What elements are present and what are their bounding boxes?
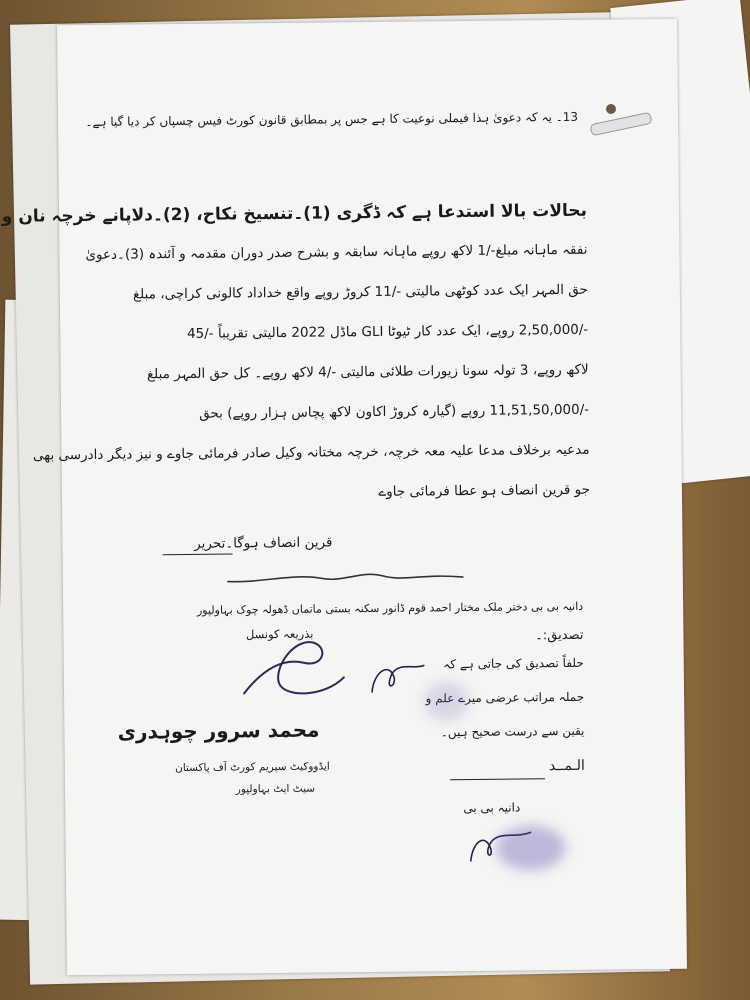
clause-13: 13۔ یہ کہ دعویٰ ہذا فیملی نوعیت کا ہے جس پر بمطابق قانون کورٹ فیس چسپاں کر دیا گیا ہے۔ [85,109,579,129]
verification-heading: تصدیق:۔ [535,627,584,644]
plaintiff-details: دانیہ بی بی دختر ملک مختار احمد قوم ڈانور سکنہ بستی ماتماں ڈھولہ چوک بہاولپور [196,599,584,617]
prayer-line-1: نفقہ ماہانہ مبلغ-/1 لاکھ روپے ماہانہ سابقہ و بشرح صدر دوران مقدمہ و آئندہ (3)۔دعویٰ [85,241,588,263]
prayer-line-4: لاکھ روپے، 3 تولہ سونا زیورات طلائی مالیتی -/4 لاکھ روپے۔ کل حق المہر مبلغ [146,361,589,383]
drawn-header-signature [223,561,473,594]
prayer-heading: بحالات بالا استدعا ہے کہ ڈگری (1)۔تنسیخ نکاح، (2)۔دلاپانے خرچہ نان و [1,200,588,227]
signer-underline [450,778,545,780]
through-counsel-label: بذریعہ کونسل [245,626,314,642]
prayer-line-6: مدعیہ برخلاف مدعا علیہ معہ خرچہ، خرچہ مختانہ وکیل صادر فرمائی جاوے و نیز دیگر دادرسی بھی [32,441,590,464]
prayer-line-5: -/11,51,50,000 روپے (گیارہ کروڑ اکاون لاکھ پچاس ہزار روپے) بحق [199,401,590,422]
closing-line: قرین انصاف ہوگا۔تحریر [194,534,333,552]
punch-hole [606,104,616,114]
counsel-signature [233,637,354,708]
advocate-title: ایڈووکیٹ سپریم کورٹ آف پاکستان [175,760,330,775]
prayer-line-2: حق المہر ایک عدد کوٹھی مالیتی -/11 کروڑ روپے واقع خداداد کالونی کراچی، مبلغ [132,281,588,303]
verification-line-1: حلفاً تصدیق کی جاتی ہے کہ [443,655,584,672]
prayer-line-3: -/2,50,000 روپے، ایک عدد کار ٹیوٹا GLI ماڈل 2022 مالیتی تقریباً -/45 [186,321,589,342]
advocate-address: سیٹ ایٹ بہاولپور [235,782,316,796]
verification-line-3: یقین سے درست صحیح ہیں۔ [440,723,585,740]
signature-blank-line [163,553,233,555]
advocate-name: محمد سرور چوہدری [117,717,320,744]
verification-line-2: جملہ مراتب عرضی میرے علم و [425,689,585,706]
signer-name: دانیہ بی بی [463,800,521,816]
signer-label: الـمــد [548,757,585,775]
ink-thumbprint [495,825,565,871]
prayer-line-7: جو قرین انصاف ہو عطا فرمائی جاوے [378,481,591,500]
ink-smudge [424,681,469,721]
document-page [1,19,687,975]
